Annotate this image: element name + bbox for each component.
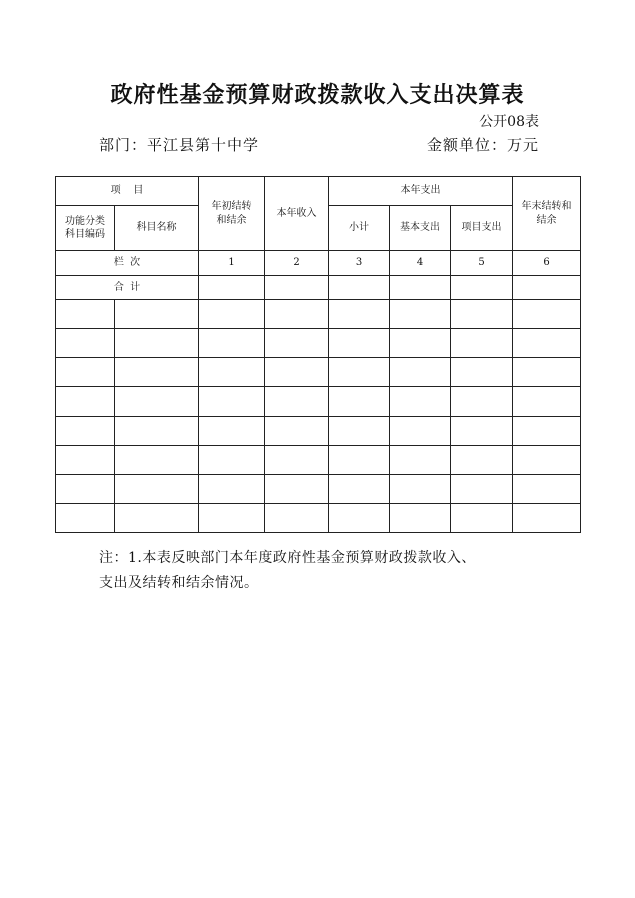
table-cell xyxy=(115,358,199,387)
table-cell xyxy=(265,300,329,329)
page-title: 政府性基金预算财政拨款收入支出决算表 xyxy=(110,83,525,108)
table-cell xyxy=(329,474,390,503)
table-cell xyxy=(451,387,513,416)
table-cell xyxy=(115,474,199,503)
table-row xyxy=(56,329,581,358)
table-cell xyxy=(451,329,513,358)
column-number: 6 xyxy=(513,251,581,276)
table-cell xyxy=(329,358,390,387)
table-cell xyxy=(451,300,513,329)
column-number: 3 xyxy=(329,251,390,276)
budget-table xyxy=(55,176,581,533)
footnote-line: 注：1.本表反映部门本年度政府性基金预算财政拨款收入、 xyxy=(99,550,476,566)
table-cell xyxy=(451,358,513,387)
form-code: 公开08表 xyxy=(479,114,539,130)
column-number-label: 栏 次 xyxy=(56,251,199,276)
table-cell xyxy=(329,503,390,532)
table-cell xyxy=(265,358,329,387)
table-cell xyxy=(56,445,115,474)
header-subtotal: 小计 xyxy=(329,206,390,251)
table-cell xyxy=(513,329,581,358)
header-current-income: 本年收入 xyxy=(265,177,329,251)
table-cell xyxy=(199,416,265,445)
table-cell xyxy=(451,503,513,532)
footnote xyxy=(99,546,549,596)
header-subject-name: 科目名称 xyxy=(115,206,199,251)
table-cell xyxy=(329,276,390,300)
table-cell xyxy=(56,416,115,445)
total-label: 合 计 xyxy=(56,276,199,300)
table-cell xyxy=(115,416,199,445)
table-cell xyxy=(56,300,115,329)
table-cell xyxy=(390,503,451,532)
table-cell xyxy=(265,387,329,416)
table-cell xyxy=(451,416,513,445)
header-opening-balance: 年初结转 和结余 xyxy=(199,177,265,251)
table-cell xyxy=(56,474,115,503)
table-cell xyxy=(329,300,390,329)
table-cell xyxy=(56,329,115,358)
table-cell xyxy=(513,474,581,503)
header-func-code: 功能分类 科目编码 xyxy=(56,206,115,251)
column-number: 1 xyxy=(199,251,265,276)
column-number: 5 xyxy=(451,251,513,276)
table-cell xyxy=(199,474,265,503)
table-cell xyxy=(390,474,451,503)
table-row xyxy=(56,416,581,445)
table-cell xyxy=(265,276,329,300)
table-cell xyxy=(513,387,581,416)
table-cell xyxy=(329,416,390,445)
table-cell xyxy=(329,387,390,416)
table-cell xyxy=(390,276,451,300)
table-cell xyxy=(513,358,581,387)
table-cell xyxy=(199,445,265,474)
table-cell xyxy=(390,329,451,358)
table-cell xyxy=(199,387,265,416)
table-row xyxy=(56,474,581,503)
table-cell xyxy=(451,445,513,474)
table-cell xyxy=(115,329,199,358)
table-cell xyxy=(513,416,581,445)
table-cell xyxy=(199,300,265,329)
table-cell xyxy=(115,445,199,474)
table-cell xyxy=(390,358,451,387)
table-cell xyxy=(390,387,451,416)
table-cell xyxy=(390,300,451,329)
table-cell xyxy=(513,503,581,532)
column-number: 2 xyxy=(265,251,329,276)
table-cell xyxy=(115,387,199,416)
header-project-expense: 项目支出 xyxy=(451,206,513,251)
table-row xyxy=(56,387,581,416)
table-cell xyxy=(329,329,390,358)
table-cell xyxy=(329,445,390,474)
table-cell xyxy=(513,300,581,329)
table-cell xyxy=(390,445,451,474)
total-row xyxy=(56,276,581,300)
table-cell xyxy=(451,276,513,300)
table-row xyxy=(56,445,581,474)
table-cell xyxy=(265,329,329,358)
table-cell xyxy=(199,358,265,387)
header-closing-balance: 年末结转和 结余 xyxy=(513,177,581,251)
table-cell xyxy=(115,300,199,329)
header-current-expense: 本年支出 xyxy=(329,177,513,206)
table-cell xyxy=(513,445,581,474)
table-cell xyxy=(56,387,115,416)
column-number: 4 xyxy=(390,251,451,276)
table-row xyxy=(56,358,581,387)
department-label: 部门：平江县第十中学 xyxy=(99,136,260,154)
table-cell xyxy=(451,474,513,503)
table-cell xyxy=(56,358,115,387)
header-basic-expense: 基本支出 xyxy=(390,206,451,251)
table-cell xyxy=(265,503,329,532)
table-row xyxy=(56,300,581,329)
table-cell xyxy=(390,416,451,445)
table-cell xyxy=(265,474,329,503)
table-row xyxy=(56,503,581,532)
column-number-row xyxy=(56,251,581,276)
table-cell xyxy=(265,416,329,445)
table-cell xyxy=(199,276,265,300)
table-cell xyxy=(115,503,199,532)
table-cell xyxy=(265,445,329,474)
table-cell xyxy=(199,329,265,358)
table-cell xyxy=(56,503,115,532)
amount-unit-label: 金额单位：万元 xyxy=(426,136,539,154)
header-item: 项 目 xyxy=(56,177,199,206)
footnote-line: 支出及结转和结余情况。 xyxy=(99,575,259,591)
table-cell xyxy=(513,276,581,300)
table-cell xyxy=(199,503,265,532)
